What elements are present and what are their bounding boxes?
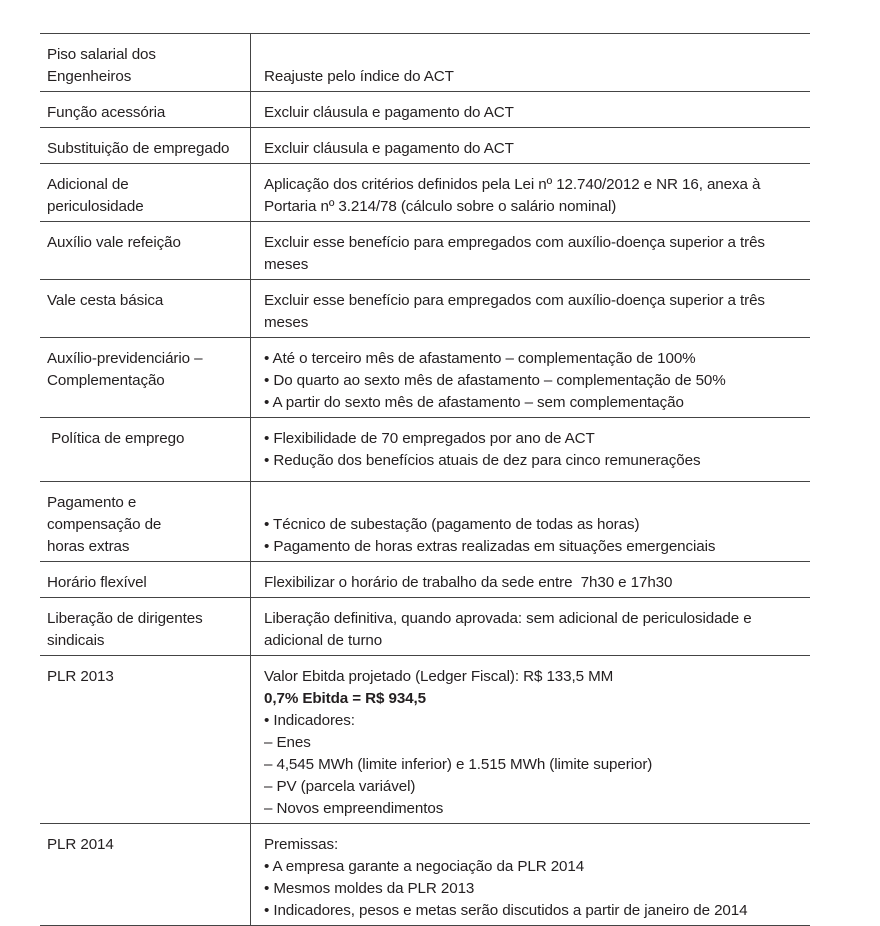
label-line: periculosidade: [47, 198, 144, 215]
content-line: meses: [264, 256, 309, 273]
label-line: Auxílio vale refeição: [47, 234, 181, 251]
label-line: Auxílio-previdenciário –: [47, 350, 203, 367]
content-line: Excluir cláusula e pagamento do ACT: [264, 140, 514, 157]
bullet-line: • Técnico de subestação (pagamento de todas as horas): [264, 516, 640, 533]
label-line: Política de emprego: [47, 430, 185, 447]
row-content: [251, 92, 810, 127]
content-line: Flexibilizar o horário de trabalho da sede entre 7h30 e 17h30: [264, 574, 673, 591]
table-row: [40, 280, 810, 338]
label-line: sindicais: [47, 632, 105, 649]
bullet-line: • Indicadores, pesos e metas serão discutidos a partir de janeiro de 2014: [264, 902, 748, 919]
row-content: [251, 280, 810, 337]
label-line: Complementação: [47, 372, 165, 389]
row-content: [251, 128, 810, 163]
bullet-line: • Flexibilidade de 70 empregados por ano de ACT: [264, 430, 595, 447]
table-row: [40, 222, 810, 280]
row-label: [40, 598, 251, 655]
row-content: [251, 562, 810, 597]
row-content: [251, 34, 810, 91]
row-content: [251, 418, 810, 481]
table-row: [40, 338, 810, 418]
row-content: [251, 824, 810, 925]
label-line: Piso salarial dos: [47, 46, 156, 63]
blank-line: [264, 492, 808, 514]
row-content: [251, 482, 810, 561]
bullet-line: • Redução dos benefícios atuais de dez para cinco remunerações: [264, 452, 701, 469]
table-row: [40, 656, 810, 824]
label-line: PLR 2013: [47, 668, 114, 685]
row-label: [40, 280, 251, 337]
table-row: [40, 128, 810, 164]
bullet-line: • Indicadores:: [264, 712, 355, 729]
label-line: Engenheiros: [47, 68, 132, 85]
bullet-line: • Pagamento de horas extras realizadas em situações emergenciais: [264, 538, 716, 555]
content-line: Excluir esse benefício para empregados com auxílio-doença superior a três: [264, 234, 765, 251]
content-line: Portaria nº 3.214/78 (cálculo sobre o salário nominal): [264, 198, 617, 215]
table-row: [40, 164, 810, 222]
row-content: [251, 164, 810, 221]
row-label: [40, 338, 251, 417]
table-row: [40, 562, 810, 598]
blank-line: [264, 44, 808, 66]
dash-line: – Enes: [264, 734, 311, 751]
content-line: Excluir esse benefício para empregados com auxílio-doença superior a três: [264, 292, 765, 309]
row-label: [40, 824, 251, 925]
table-row: [40, 598, 810, 656]
row-label: [40, 562, 251, 597]
row-content: [251, 598, 810, 655]
row-label: [40, 128, 251, 163]
label-line: Pagamento e: [47, 494, 137, 511]
label-line: Liberação de dirigentes: [47, 610, 203, 627]
table-row: [40, 92, 810, 128]
label-line: Substituição de empregado: [47, 140, 230, 157]
blank-line: [264, 472, 808, 478]
row-content: [251, 338, 810, 417]
bullet-line: • Do quarto ao sexto mês de afastamento – complementação de 50%: [264, 372, 726, 389]
label-line: Função acessória: [47, 104, 166, 121]
dash-line: – PV (parcela variável): [264, 778, 416, 795]
bullet-line: • A partir do sexto mês de afastamento – sem complementação: [264, 394, 684, 411]
label-line: Vale cesta básica: [47, 292, 164, 309]
table-row: [40, 418, 810, 482]
dash-line: – 4,545 MWh (limite inferior) e 1.515 MWh (limite superior): [264, 756, 653, 773]
table-row: [40, 824, 810, 926]
dash-line: – Novos empreendimentos: [264, 800, 444, 817]
content-line: Reajuste pelo índice do ACT: [264, 68, 454, 85]
bullet-line: • A empresa garante a negociação da PLR 2014: [264, 858, 585, 875]
document-table: [40, 33, 810, 926]
content-line: Valor Ebitda projetado (Ledger Fiscal): R$ 133,5 MM: [264, 668, 614, 685]
content-line: Excluir cláusula e pagamento do ACT: [264, 104, 514, 121]
ebitda-highlight: 0,7% Ebitda = R$ 934,5: [264, 690, 426, 707]
content-line: Liberação definitiva, quando aprovada: sem adicional de periculosidade e: [264, 610, 752, 627]
label-line: Adicional de: [47, 176, 129, 193]
label-line: Horário flexível: [47, 574, 147, 591]
label-line: horas extras: [47, 538, 130, 555]
row-label: [40, 164, 251, 221]
row-label: [40, 482, 251, 561]
label-line: compensação de: [47, 516, 162, 533]
row-label: [40, 92, 251, 127]
label-line: PLR 2014: [47, 836, 114, 853]
bullet-line: • Mesmos moldes da PLR 2013: [264, 880, 475, 897]
row-label: [40, 418, 251, 481]
content-line: Premissas:: [264, 836, 339, 853]
row-content: [251, 222, 810, 279]
content-line: Aplicação dos critérios definidos pela Lei nº 12.740/2012 e NR 16, anexa à: [264, 176, 761, 193]
content-line: adicional de turno: [264, 632, 383, 649]
table-row: [40, 482, 810, 562]
row-content: [251, 656, 810, 823]
table-row: [40, 34, 810, 92]
content-line: meses: [264, 314, 309, 331]
row-label: [40, 34, 251, 91]
bullet-line: • Até o terceiro mês de afastamento – complementação de 100%: [264, 350, 696, 367]
row-label: [40, 656, 251, 823]
row-label: [40, 222, 251, 279]
